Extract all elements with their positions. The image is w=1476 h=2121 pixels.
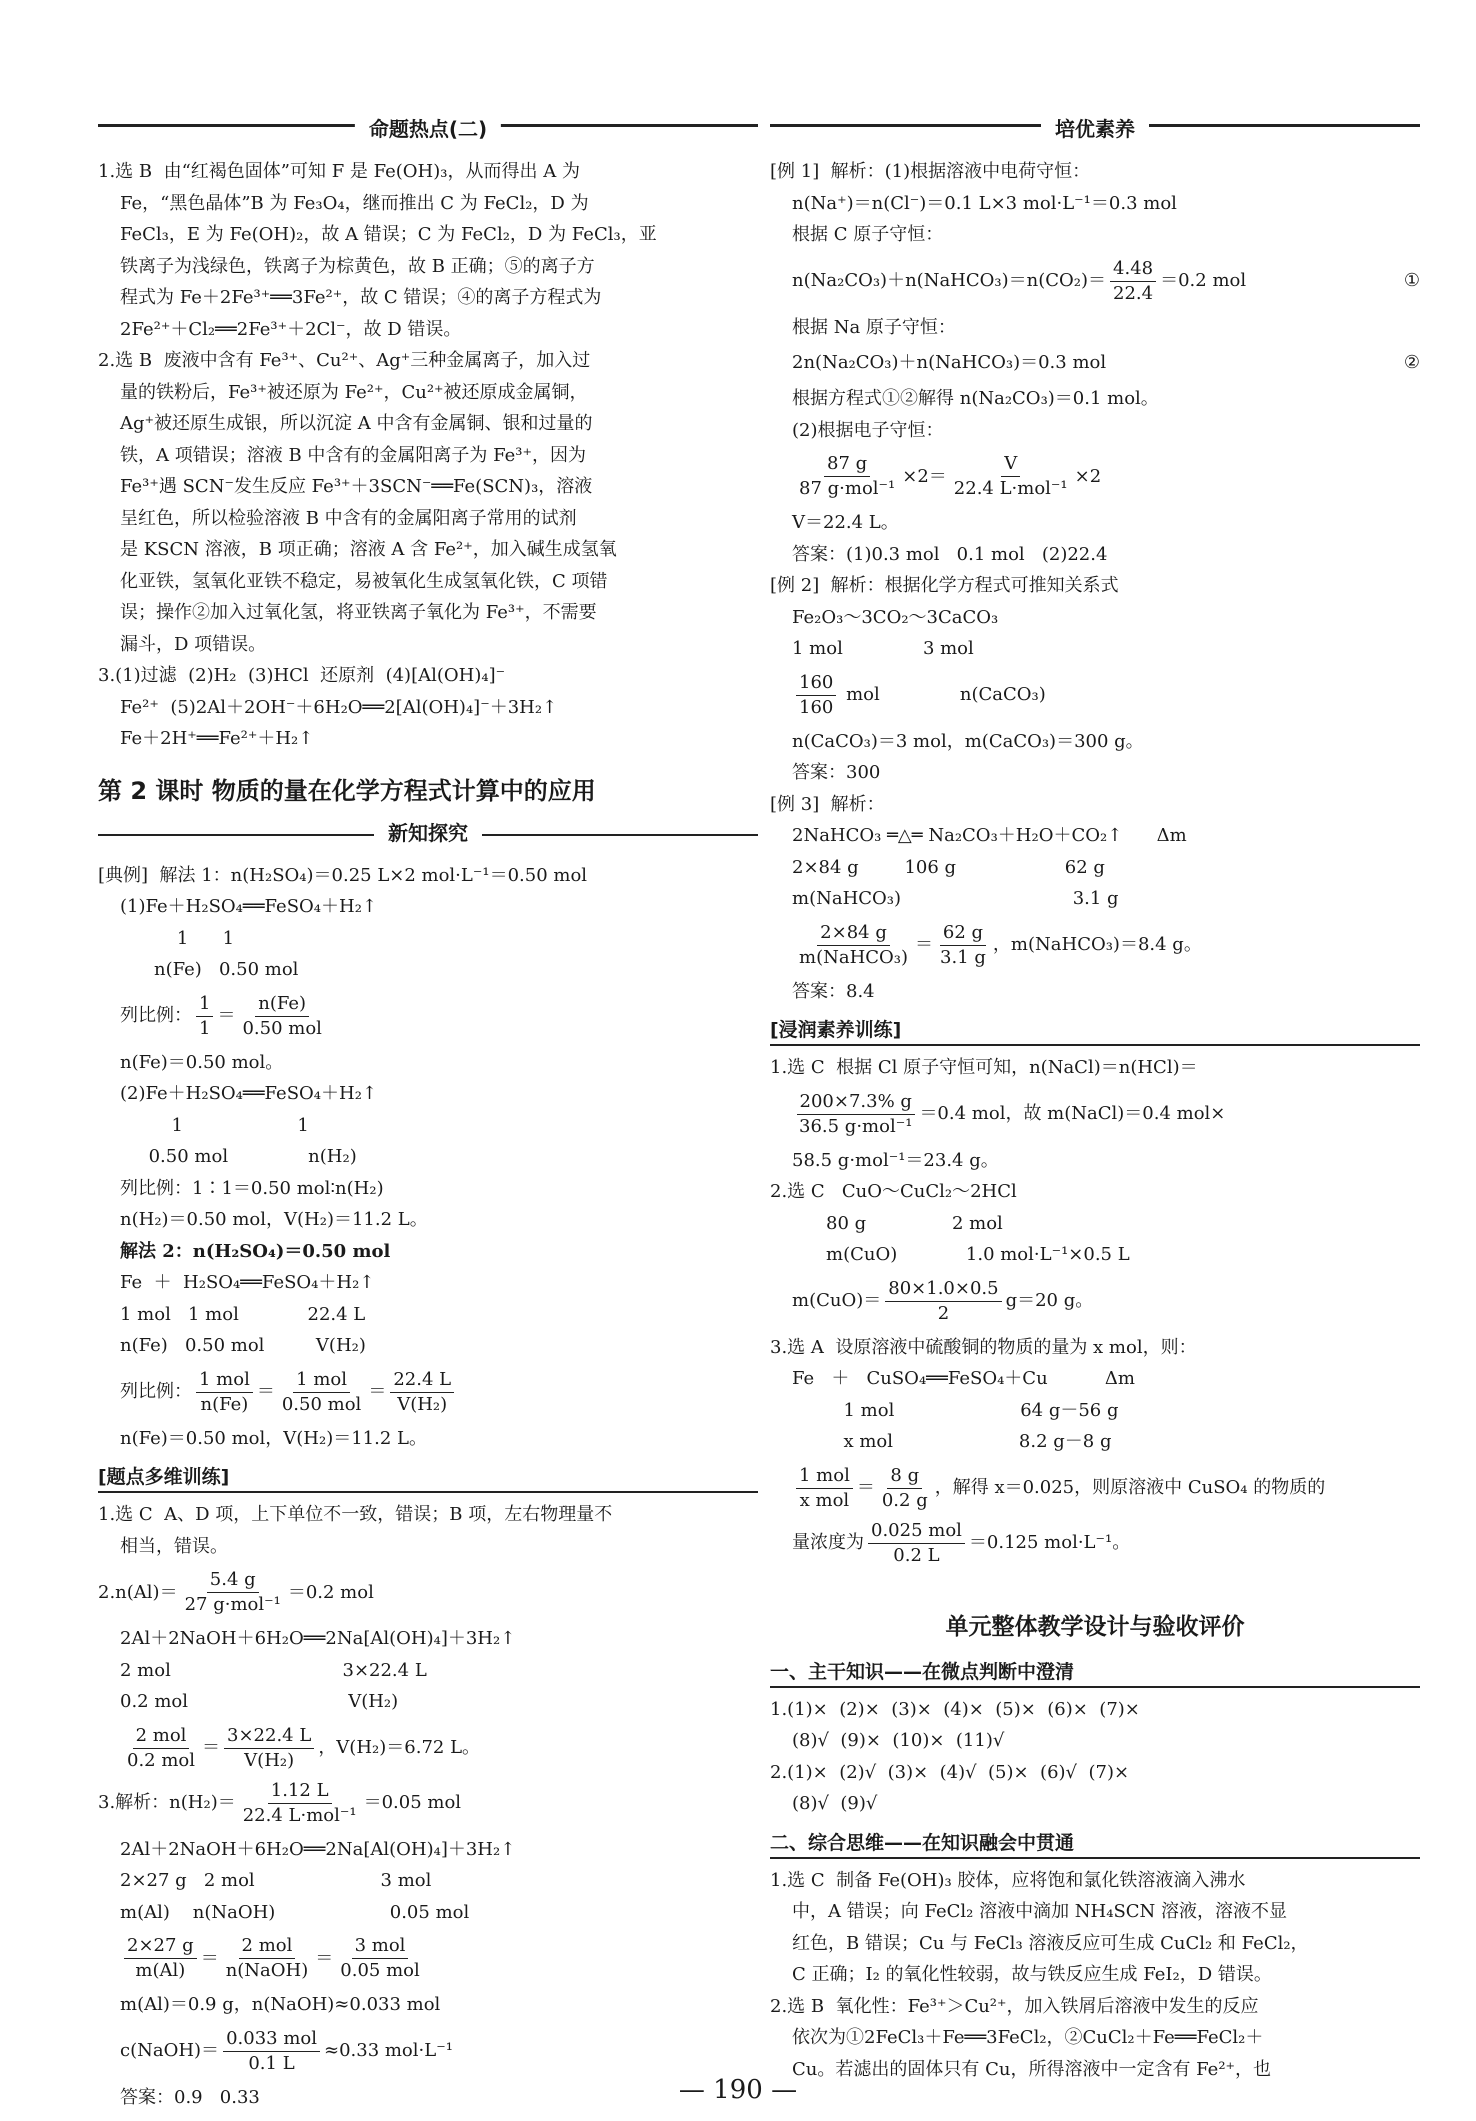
equation-line: Fe ＋ CuSO₄══FeSO₄＋Cu Δm <box>792 1368 1135 1389</box>
text-line: 误；操作②加入过氧化氢，将亚铁离子氧化为 Fe³⁺，不需要 <box>120 602 597 623</box>
fraction <box>240 1779 360 1828</box>
denominator: 36.5 g·mol⁻¹ <box>799 1115 913 1137</box>
fraction <box>337 1934 422 1983</box>
equation-text: mol n(CaCO₃) <box>840 684 1046 705</box>
ratio-equation: 列比例： 1 mol n(Fe) ＝ 1 mol 0.50 mol ＝ $\frac{22.4 L}{\text{V(H₂)}}$ <box>98 1368 758 1417</box>
text-line: 1.(1)× (2)× (3)× (4)× (5)× (6)× (7)× <box>770 1698 1140 1720</box>
fraction <box>885 1277 1001 1326</box>
equation <box>770 671 1420 720</box>
unit-title: 单元整体教学设计与验收评价 <box>945 1613 1245 1640</box>
text-line: 2.选 B 氧化性：Fe³⁺＞Cu²⁺，加入铁屑后溶液中发生的反应 <box>770 1995 1259 2017</box>
fraction <box>796 921 911 970</box>
text-line: 2×84 g 106 g 62 g <box>792 856 1105 878</box>
numerator: 1 mol <box>293 1368 350 1393</box>
ratio-equation: 2 mol 0.2 mol ＝ $\frac{3\times 22.4 L}{\text{V(H₂)}}$ ，V(H₂)＝6.72 L。 <box>98 1724 758 1773</box>
text-line: 根据 Na 原子守恒： <box>792 316 956 338</box>
equation <box>770 1277 1420 1326</box>
fraction <box>1110 257 1156 306</box>
numerator: V <box>1001 452 1020 477</box>
equation-text: ＝0.125 mol·L⁻¹。 <box>968 1532 1131 1553</box>
numerator: 0.033 mol <box>223 2027 320 2052</box>
numerator: 62 g <box>940 921 986 946</box>
denominator: V(H₂) <box>244 1749 295 1771</box>
fraction <box>223 2027 320 2076</box>
text-line: 2 mol 3×22.4 L <box>120 1659 427 1681</box>
text-line: Fe²⁺ (5)2Al＋2OH⁻＋6H₂O══2[Al(OH)₄]⁻＋3H₂↑ <box>120 696 558 718</box>
denominator: 0.50 mol <box>242 1017 322 1039</box>
denominator: 1 <box>199 1017 211 1039</box>
equation-text: m(CuO)＝ <box>792 1290 882 1311</box>
equation-line: (2)Fe＋H₂SO₄══FeSO₄＋H₂↑ <box>120 1083 378 1104</box>
text-line: Fe＋2H⁺══Fe²⁺＋H₂↑ <box>120 728 314 749</box>
denominator: 22.4 L·mol⁻¹ <box>242 1804 357 1826</box>
text-line: n(Fe)＝0.50 mol。 <box>120 1051 284 1073</box>
equation-text: 量浓度为 <box>792 1532 864 1553</box>
text-line: 量的铁粉后，Fe³⁺被还原为 Fe²⁺，Cu²⁺被还原成金属铜， <box>120 381 588 403</box>
answer-line: 答案：0.9 0.33 <box>120 2086 260 2108</box>
section-heading: [题点多维训练] <box>98 1462 758 1493</box>
denominator: 27 g·mol⁻¹ <box>184 1594 281 1615</box>
text-line: (2)根据电子守恒： <box>792 419 944 441</box>
equation <box>770 1519 1420 1568</box>
text-line: Cu。若滤出的固体只有 Cu，所得溶液中一定含有 Fe²⁺，也 <box>792 2058 1272 2080</box>
example-3 <box>770 789 1420 1008</box>
text-line: 呈红色，所以检验溶液 B 中含有的金属阳离子常用的试剂 <box>120 507 577 529</box>
text-line: 0.2 mol V(H₂) <box>120 1691 399 1712</box>
fraction <box>279 1368 364 1417</box>
denominator: 87 g·mol⁻¹ <box>799 478 896 499</box>
fraction <box>182 1568 284 1617</box>
equation-text: ＝0.2 mol <box>1160 270 1247 291</box>
section-band-new <box>98 818 758 850</box>
denominator: 0.2 mol <box>127 1749 196 1771</box>
text-line: 依次为①2FeCl₃＋Fe══3FeCl₂，②CuCl₂＋Fe══FeCl₂＋ <box>792 2027 1264 2048</box>
equation <box>98 2027 758 2076</box>
section-heading: 一、主干知识——在微点判断中澄清 <box>770 1657 1420 1688</box>
denominator: 0.2 g <box>881 1489 928 1511</box>
numerator: 1.12 L <box>268 1779 332 1804</box>
section-title: 命题热点(二) <box>355 114 501 144</box>
text-line: 铁，A 项错误；溶液 B 中含有的金属阳离子为 Fe³⁺，因为 <box>120 444 586 466</box>
ratio-label: 列比例： <box>120 1005 192 1026</box>
numerator: 22.4 L <box>390 1368 454 1393</box>
equation-line: 2NaHCO₃ ═△═ Na₂CO₃＋H₂O＋CO₂↑ Δm <box>792 825 1187 846</box>
equation-text: ≈0.33 mol·L⁻¹ <box>323 2040 453 2061</box>
text-line: 58.5 g·mol⁻¹＝23.4 g。 <box>792 1149 999 1171</box>
text-line: Fe，“黑色晶体”B 为 Fe₃O₄，继而推出 C 为 FeCl₂，D 为 <box>120 192 589 214</box>
section-band-excel <box>770 114 1420 146</box>
equation <box>770 257 1420 306</box>
denominator: 160 <box>799 696 834 718</box>
equation-text: ＝0.4 mol，故 m(NaCl)＝0.4 mol× <box>919 1103 1226 1124</box>
text-line: V＝22.4 L。 <box>792 512 899 533</box>
denominator: m(Al) <box>135 1960 186 1981</box>
equation <box>98 1779 758 1828</box>
fraction <box>390 1368 454 1417</box>
equation-text: c(NaOH)＝ <box>120 2040 220 2061</box>
text-line: 1 mol 3 mol <box>792 638 974 659</box>
fraction <box>937 921 989 970</box>
text-line: 2×27 g 2 mol 3 mol <box>120 1870 432 1891</box>
text-line: 漏斗，D 项错误。 <box>120 633 267 655</box>
text-line: n(Na⁺)＝n(Cl⁻)＝0.1 L×3 mol·L⁻¹＝0.3 mol <box>792 192 1177 214</box>
numerator: 3×22.4 L <box>224 1724 314 1749</box>
text-line: Ag⁺被还原生成银，所以沉淀 A 中含有金属铜、银和过量的 <box>120 413 593 434</box>
text-line: FeCl₃，E 为 Fe(OH)₂，故 A 错误；C 为 FeCl₂，D 为 FeCl₃，亚 <box>120 224 657 245</box>
text-line: 1.选 C 制备 Fe(OH)₃ 胶体，应将饱和氯化铁溶液滴入沸水 <box>770 1869 1246 1891</box>
text-line: m(CuO) 1.0 mol·L⁻¹×0.5 L <box>826 1244 1130 1265</box>
fraction <box>239 992 324 1041</box>
equation-text: 3.解析：n(H₂)＝ <box>98 1792 236 1813</box>
equation-text: ＝0.05 mol <box>363 1792 462 1813</box>
text-line: 1.选 C 根据 Cl 原子守恒可知，n(NaCl)＝n(HCl)＝ <box>770 1057 1198 1078</box>
fraction <box>951 452 1071 501</box>
equation-line: (1)Fe＋H₂SO₄══FeSO₄＋H₂↑ <box>120 896 378 917</box>
equation-text: ，解得 x＝0.025，则原溶液中 CuSO₄ 的物质的 <box>934 1477 1326 1498</box>
answer-line: 答案：(1)0.3 mol 0.1 mol (2)22.4 <box>792 543 1108 565</box>
denominator: 0.1 L <box>248 2052 295 2074</box>
fraction <box>868 1519 965 1568</box>
text-line: 3.选 A 设原溶液中硫酸铜的物质的量为 x mol，则： <box>770 1336 1197 1358</box>
equation <box>770 349 1420 377</box>
text-line: 程式为 Fe＋2Fe³⁺══3Fe²⁺，故 C 错误；④的离子方程式为 <box>120 287 602 308</box>
text-line: [例 1] 解析：(1)根据溶液中电荷守恒： <box>770 161 1091 182</box>
equation-line: Fe₂O₃～3CO₂～3CaCO₃ <box>792 606 999 628</box>
text-line: 根据方程式①②解得 n(Na₂CO₃)＝0.1 mol。 <box>792 388 1159 409</box>
section-heading: [浸润素养训练] <box>770 1015 1420 1046</box>
typical-example <box>98 860 758 1455</box>
text-line: 0.50 mol n(H₂) <box>120 1146 357 1167</box>
example-2 <box>770 570 1420 789</box>
text-line: 2Fe²⁺＋Cl₂══2Fe³⁺＋2Cl⁻，故 D 错误。 <box>120 318 462 340</box>
answer-line: 答案：8.4 <box>792 980 875 1002</box>
text-line: C 正确；I₂ 的氧化性较弱，故与铁反应生成 FeI₂，D 错误。 <box>792 1964 1272 1985</box>
denominator: x mol <box>799 1489 850 1511</box>
equation-text: n(Na₂CO₃)＋n(NaHCO₃)＝n(CO₂)＝ <box>792 270 1107 291</box>
text-line: m(Al) n(NaOH) 0.05 mol <box>120 1901 470 1923</box>
numerator: 3 mol <box>352 1934 409 1959</box>
text-line: 80 g 2 mol <box>826 1212 1003 1234</box>
page-number: — 190 — <box>678 2075 798 2105</box>
numerator: 2 mol <box>133 1724 190 1749</box>
text-line: 铁离子为浅绿色，铁离子为棕黄色，故 B 正确；⑤的离子方 <box>120 255 595 277</box>
fraction <box>223 1934 312 1983</box>
equation-text: ×2＝ <box>902 465 947 487</box>
denominator: 2 <box>937 1302 950 1324</box>
fraction <box>796 1090 915 1139</box>
numerator: 80×1.0×0.5 <box>885 1277 1001 1302</box>
fraction <box>196 992 213 1041</box>
numerator: 1 <box>196 992 213 1017</box>
denominator: 0.50 mol <box>281 1393 362 1415</box>
numerator: 2 mol <box>239 1934 296 1959</box>
text-line: (8)√ (9)× (10)× (11)√ <box>792 1730 1005 1751</box>
text-line: 列比例：1∶1＝0.50 mol∶n(H₂) <box>120 1177 384 1199</box>
text-line: n(H₂)＝0.50 mol，V(H₂)＝11.2 L。 <box>120 1209 428 1230</box>
text-line: 1.选 B 由“红褐色固体”可知 F 是 Fe(OH)₃，从而得出 A 为 <box>98 161 580 182</box>
text-line: 红色，B 错误；Cu 与 FeCl₃ 溶液反应可生成 CuCl₂ 和 FeCl₂， <box>792 1932 1309 1954</box>
text-line: m(Al)＝0.9 g，n(NaOH)≈0.033 mol <box>120 1994 441 2015</box>
right-column <box>770 108 1420 2085</box>
equation-line: 2Al＋2NaOH＋6H₂O══2Na[Al(OH)₄]＋3H₂↑ <box>120 1628 516 1649</box>
numerator: 8 g <box>887 1464 922 1489</box>
equation-text: ，V(H₂)＝6.72 L。 <box>318 1737 481 1758</box>
denominator: n(Fe) <box>200 1393 249 1415</box>
text-line: 根据 C 原子守恒： <box>792 224 944 245</box>
equation-number: ① <box>1403 270 1420 291</box>
equation-line: Fe ＋ H₂SO₄══FeSO₄＋H₂↑ <box>120 1272 375 1293</box>
example-1 <box>770 156 1420 570</box>
text-line: [典例] 解法 1：n(H₂SO₄)＝0.25 L×2 mol·L⁻¹＝0.50 mol <box>98 864 588 886</box>
text-line: 2.选 B 废液中含有 Fe³⁺、Cu²⁺、Ag⁺三种金属离子，加入过 <box>98 350 591 371</box>
numerator: 5.4 g <box>207 1568 259 1593</box>
ratio-equation: 2×84 g m(NaHCO₃) ＝ $\frac{62 g}{3.1 g}$ ，m(NaHCO₃)＝8.4 g。 <box>770 921 1420 970</box>
text-line: 3.(1)过滤 (2)H₂ (3)HCl 还原剂 (4)[Al(OH)₄]⁻ <box>98 665 506 686</box>
denominator: m(NaHCO₃) <box>799 946 909 968</box>
text-line: n(Fe) 0.50 mol <box>154 959 299 980</box>
equation <box>770 452 1420 501</box>
answer-line: 答案：300 <box>792 762 881 783</box>
text-line: 1 1 <box>154 927 235 949</box>
fraction <box>124 1934 197 1983</box>
numerator: 4.48 <box>1110 257 1156 282</box>
fraction <box>224 1724 314 1773</box>
numerator: 1 mol <box>196 1368 253 1393</box>
section-title: 培优素养 <box>1041 114 1149 144</box>
equation-text: 2n(Na₂CO₃)＋n(NaHCO₃)＝0.3 mol <box>792 352 1107 373</box>
left-column <box>98 108 758 2113</box>
equation <box>770 1090 1420 1139</box>
numerator: 87 g <box>824 452 870 477</box>
text-line: 解法 2：n(H₂SO₄)＝0.50 mol <box>120 1240 391 1262</box>
hot-answers <box>98 156 758 755</box>
equation-text: ，m(NaHCO₃)＝8.4 g。 <box>992 934 1202 955</box>
numerator: 2×84 g <box>817 921 890 946</box>
section-heading: 二、综合思维——在知识融会中贯通 <box>770 1828 1420 1859</box>
equation-text: ×2 <box>1074 465 1102 487</box>
text-line: 1 mol 1 mol 22.4 L <box>120 1303 366 1325</box>
fraction <box>124 1724 198 1773</box>
text-line: n(Fe)＝0.50 mol，V(H₂)＝11.2 L。 <box>120 1427 427 1449</box>
ratio-equation: 1 mol x mol ＝ $\frac{8 g}{0.2 g}$ ，解得 x＝0.025，则原溶液中 CuSO₄ 的物质的 <box>770 1464 1420 1513</box>
text-line: (8)√ (9)√ <box>792 1793 878 1814</box>
numerator: 160 <box>796 671 836 696</box>
text-line: 化亚铁，氢氧化亚铁不稳定，易被氧化生成氢氧化铁，C 项错 <box>120 570 608 592</box>
training-answers <box>98 1499 758 2113</box>
denominator: 0.05 mol <box>340 1960 420 1981</box>
text-line: 中，A 错误；向 FeCl₂ 溶液中滴加 NH₄SCN 溶液，溶液不显 <box>792 1901 1288 1922</box>
ratio-label: 列比例： <box>120 1381 192 1402</box>
denominator: 22.4 <box>1113 282 1154 304</box>
denominator: V(H₂) <box>397 1393 448 1415</box>
denominator: n(NaOH) <box>225 1960 309 1981</box>
fraction <box>879 1464 931 1513</box>
text-line: x mol 8.2 g－8 g <box>792 1431 1112 1452</box>
fraction <box>796 1464 853 1513</box>
text-line: 2.选 C CuO～CuCl₂～2HCl <box>770 1181 1017 1202</box>
text-line: n(CaCO₃)＝3 mol，m(CaCO₃)＝300 g。 <box>792 730 1144 752</box>
equation-line: 2Al＋2NaOH＋6H₂O══2Na[Al(OH)₄]＋3H₂↑ <box>120 1838 516 1860</box>
numerator: 1 mol <box>796 1464 853 1489</box>
text-line: n(Fe) 0.50 mol V(H₂) <box>120 1335 366 1356</box>
numerator: n(Fe) <box>255 992 309 1017</box>
equation-number: ② <box>1403 352 1420 373</box>
equation-text: g＝20 g。 <box>1005 1290 1094 1311</box>
text-line: 1 1 <box>120 1114 309 1136</box>
numerator: 200×7.3% g <box>797 1090 915 1115</box>
text-line: [例 3] 解析： <box>770 793 885 815</box>
numerator: 0.025 mol <box>868 1519 965 1544</box>
denominator: 3.1 g <box>940 946 986 968</box>
text-line: 1.选 C A、D 项，上下单位不一致，错误；B 项，左右物理量不 <box>98 1504 613 1525</box>
ratio-equation: $\frac{2\times 27 g}{m(Al)}$ ＝ 2 mol n(NaOH) ＝ 3 mol 0.05 mol <box>98 1934 758 1983</box>
denominator: 22.4 L·mol⁻¹ <box>953 478 1068 499</box>
text-line: Fe³⁺遇 SCN⁻发生反应 Fe³⁺＋3SCN⁻══Fe(SCN)₃，溶液 <box>120 476 593 497</box>
equation-text: ＝0.2 mol <box>287 1581 374 1603</box>
numerator: 2×27 g <box>124 1934 197 1959</box>
text-line: 2.(1)× (2)√ (3)× (4)√ (5)× (6)√ (7)× <box>770 1761 1130 1783</box>
ratio-equation: 列比例： $\frac{1}{1}$ ＝ n(Fe) 0.50 mol <box>98 992 758 1041</box>
fraction <box>796 671 836 720</box>
text-line: [例 2] 解析：根据化学方程式可推知关系式 <box>770 575 1119 596</box>
text-line: m(NaHCO₃) 3.1 g <box>792 888 1119 909</box>
fraction <box>196 1368 253 1417</box>
denominator: 0.2 L <box>893 1544 940 1566</box>
text-line: 相当，错误。 <box>120 1535 228 1557</box>
text-line: 1 mol 64 g－56 g <box>792 1399 1119 1421</box>
fraction <box>796 452 898 501</box>
section-band-hot <box>98 114 758 146</box>
text-line: 是 KSCN 溶液，B 项正确；溶液 A 含 Fe²⁺，加入碱生成氢氧 <box>120 539 617 560</box>
soak-training <box>770 1052 1420 1568</box>
equation <box>98 1568 758 1617</box>
equation-text: 2.n(Al)＝ <box>98 1581 178 1603</box>
section-title: 新知探究 <box>374 818 482 848</box>
lesson-title: 第 2 课时 物质的量在化学方程式计算中的应用 <box>98 776 596 805</box>
